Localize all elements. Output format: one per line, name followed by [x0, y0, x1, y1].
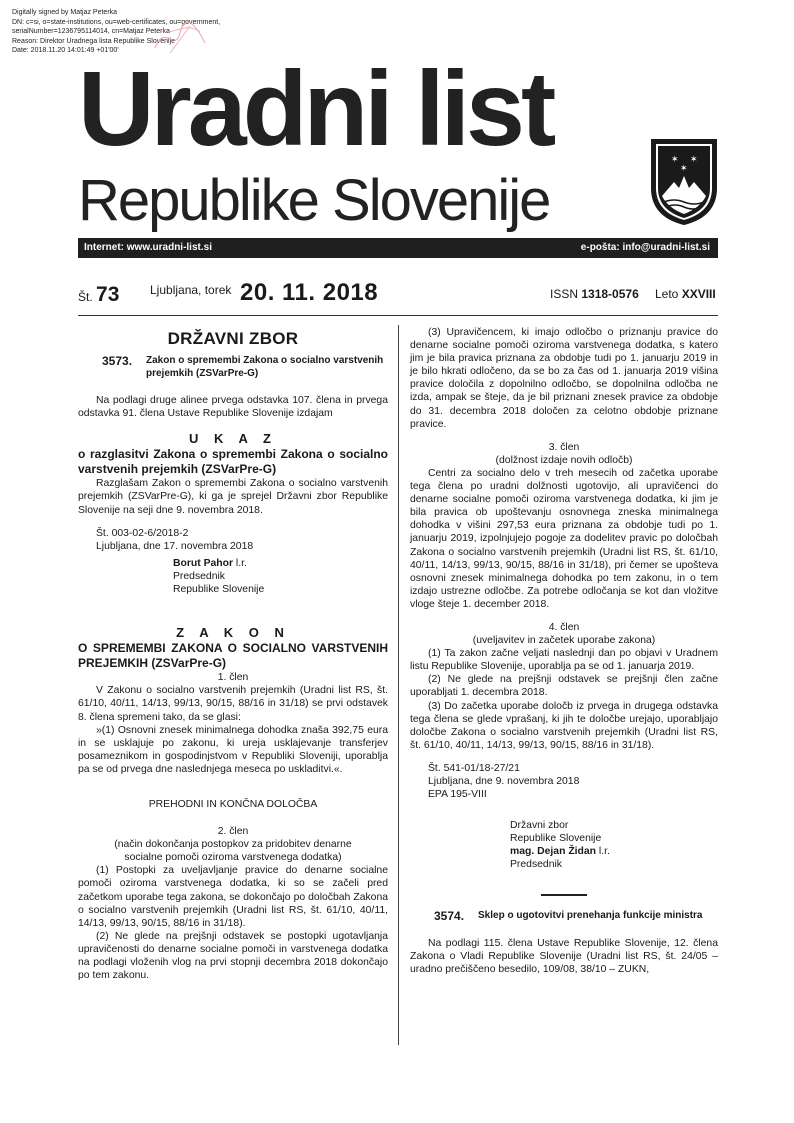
- signature-line: Reason: Direktor Uradnega lista Republike Slovenije: [12, 37, 176, 45]
- article-heading: 3. člen: [548, 441, 580, 453]
- act-number: 3574.: [434, 908, 465, 923]
- email-link[interactable]: e-pošta: info@uradni-list.si: [580, 242, 710, 253]
- act-title: Zakon o spremembi Zakona o socialno varstvenih prejemkih (ZSVarPre-G): [146, 355, 384, 379]
- website-link[interactable]: Internet: www.uradni-list.si: [84, 242, 212, 253]
- article-subtitle: (uveljavitev in začetek uporabe zakona): [472, 635, 656, 647]
- article-heading: 4. člen: [548, 621, 580, 633]
- chapter-heading: PREHODNI IN KONČNA DOLOČBA: [148, 798, 318, 810]
- article-paragraph: »(1) Osnovni znesek minimalnega dohodka znaša 392,75 eura in se usklajuje po zakonu, ki ureja usklajevanje transferjev posameznikom in gospodinjstvom v Republiki Sloveniji, uporablja pa se od prvega dne naslednjega meseca po uskladitvi.«.: [78, 724, 388, 775]
- column-divider: [398, 325, 399, 1045]
- act-date: Ljubljana, dne 9. novembra 2018: [428, 776, 580, 787]
- president-role: Predsednik: [173, 570, 225, 582]
- header-rule: [78, 315, 718, 316]
- left-column: [78, 326, 388, 982]
- article-paragraph: V Zakonu o socialno varstvenih prejemkih (Uradni list RS, št. 61/10, 40/11, 14/13, 99/13, 90/15, 88/16 in 31/18) se prvi odstavek 8. člena spremeni tako, da se glasi:: [78, 685, 388, 723]
- act-reference: Št. 541-01/18-27/21: [428, 762, 520, 774]
- issue-number-label: Št.: [78, 290, 93, 304]
- article-paragraph: (2) Ne glede na prejšnji odstavek se postopki ugotavljanja upravičenosti do denarne socialne pomoči in varstvenega dodatka na podlagi vloženih vlog na prvi stopnji decembra 2018 dokončajo po tem zakonu.: [78, 930, 388, 982]
- zakon-title: O SPREMEMBI ZAKONA O SOCIALNO VARSTVENIH PREJEMKIH (ZSVarPre-G): [78, 641, 388, 671]
- year-label: Leto: [655, 287, 679, 301]
- article-paragraph: (3) Upravičencem, ki imajo odločbo o priznanju pravice do denarne socialne pomoči oziroma varstvenega dodatka, s katero jim je bila pravica priznana za obdobje tudi po 1. januarju 2019 in je bilo hkrati odločeno, da se bo za čas od 1. januarja 2019 višina pravice določila z dopolnilno odločbo, se dopolnilna odločba ne izda, ampak se šteje, da je bil priznani znesek pravice za obdobje do 31. decembra 2018 določen za celotno obdobje priznane pravice.: [410, 327, 718, 430]
- ukaz-title: o razglasitvi Zakona o spremembi Zakona o socialno varstvenih prejemkih (ZSVarPre-G): [78, 447, 388, 477]
- volume-year: [655, 287, 716, 301]
- issue-place-day: Ljubljana, torek: [150, 283, 232, 297]
- article-paragraph: Na podlagi 115. člena Ustave Republike Slovenije, 12. člena Zakona o Vladi Republike Slovenije (Uradni list RS, št. 24/05 – uradno prečiščeno besedilo, 109/08, 38/10 – ZUKN,: [410, 937, 718, 975]
- act-number: 3573.: [102, 354, 133, 369]
- article-subtitle: (dolžnost izdaje novih odločb): [495, 454, 633, 466]
- article-heading: 2. člen: [217, 826, 249, 838]
- masthead-title: Uradni list: [78, 50, 553, 168]
- svg-text:✶: ✶: [680, 164, 688, 174]
- epa-reference: EPA 195-VIII: [428, 789, 487, 801]
- president-signature: [78, 557, 388, 570]
- issn-label: ISSN: [550, 287, 579, 301]
- year-value: XXVIII: [681, 287, 716, 301]
- masthead-subtitle: Republike Slovenije: [78, 168, 550, 233]
- issn: [550, 287, 639, 301]
- president-org: Republike Slovenije: [173, 584, 265, 596]
- signature-line: Date: 2018.11.20 14:01:49 +01'00': [12, 47, 119, 55]
- article-paragraph: Centri za socialno delo v treh mesecih od začetka uporabe tega člena po uradni dolžnosti ugotovijo, ali upravičenci do denarne socialne pomoči oziroma varstvenega dodatka, ki jim je bila pravica ob upoštevanju osnovnega zneska minimalnega dohodka v višini 297,53 eura priznana za obdobje tudi po 1. januarju 2019, izpolnjujejo pogoje za dodelitev pravic po določbah Zakona o socialno varstvenih prejemkih (Uradni list RS, št. 61/10, 40/11, 14/13, 99/13, 90/15, 88/16 in 31/18), pri čemer se upošteva osnovni znesek minimalnega dohodka po tem zakonu, in o tem izdajo ustrezne odločbe. Za potrebe odločanja se kot dan vložitve vloge šteje 1. december 2018.: [410, 467, 718, 610]
- ukaz-text: Razglašam Zakon o spremembi Zakona o socialno varstvenih prejemkih (ZSVarPre-G), ki ga je sprejel Državni zbor Republike Slovenije na seji dne 9. novembra 2018.: [78, 478, 388, 516]
- dz-role: Predsednik: [510, 859, 562, 871]
- right-column: [410, 326, 718, 976]
- signature-line: DN: c=si, o=state-institutions, ou=web-certificates, ou=government,: [12, 18, 221, 26]
- article-paragraph: (1) Ta zakon začne veljati naslednji dan po objavi v Uradnem listu Republike Slovenije, uporablja pa se od 1. januarja 2019.: [410, 648, 718, 673]
- section-title: DRŽAVNI ZBOR: [167, 329, 299, 348]
- dz-body: Državni zbor: [510, 820, 569, 832]
- ukaz-date: Ljubljana, dne 17. novembra 2018: [96, 540, 254, 552]
- preamble: Na podlagi druge alinee prvega odstavka 107. člena in prvega odstavka 91. člena Ustave Republike Slovenije izdajam: [78, 395, 388, 420]
- signature-line: serialNumber=1236795114014, cn=Matjaz Peterka: [12, 28, 170, 36]
- article-subtitle: (način dokončanja postopkov za pridobitev denarne socialne pomoči oziroma varstvenega dodatka): [114, 839, 352, 864]
- svg-text:✶: ✶: [671, 155, 679, 165]
- act-heading: [410, 910, 718, 923]
- dz-name: mag. Dejan Židan: [510, 846, 597, 858]
- article-paragraph: (1) Postopki za uveljavljanje pravice do denarne socialne pomoči oziroma varstvenega dodatka, ki so se začeli pred začetkom uporabe tega zakona, se dokončajo po določbah Zakona o socialno varstvenih prejemkih (Uradni list RS, št. 61/10, 40/11, 14/13, 99/13, 90/15, 88/16 in 31/18).: [78, 865, 388, 929]
- zakon-heading: Z A K O N: [176, 625, 290, 641]
- issue-number-value: 73: [96, 283, 120, 306]
- article-paragraph: (3) Do začetka uporabe določb iz prvega in drugega odstavka tega člena se glede vprašanj, ki jih te določbe urejajo, uporabljajo določbe Zakona o socialno varstvenih prejemkih (Uradni list RS, št. 61/10, 40/11, 14/13, 99/13, 90/15, 88/16 in 31/18).: [410, 700, 718, 751]
- article-heading: 1. člen: [217, 672, 249, 684]
- act-heading: [78, 355, 388, 380]
- dz-org: Republike Slovenije: [510, 833, 602, 845]
- act-title: Sklep o ugotovitvi prenehanja funkcije ministra: [478, 909, 703, 921]
- coat-of-arms-icon: [650, 138, 718, 226]
- dz-lr: l.r.: [596, 846, 610, 858]
- ukaz-heading: U K A Z: [189, 431, 277, 447]
- president-lr: l.r.: [233, 557, 247, 569]
- dz-signature: [410, 845, 718, 858]
- signature-line: Digitally signed by Matjaz Peterka: [12, 9, 118, 16]
- issue-number: [78, 283, 119, 307]
- article-paragraph: (2) Ne glede na prejšnji odstavek se prejšnji člen začne uporabljati 1. decembra 2018.: [410, 674, 718, 699]
- ukaz-reference: Št. 003-02-6/2018-2: [96, 527, 189, 539]
- svg-text:✶: ✶: [690, 155, 698, 165]
- issue-date: 20. 11. 2018: [240, 279, 379, 306]
- masthead-contact-bar: [78, 238, 718, 258]
- issn-value: 1318-0576: [581, 287, 639, 301]
- president-name: Borut Pahor: [173, 557, 234, 569]
